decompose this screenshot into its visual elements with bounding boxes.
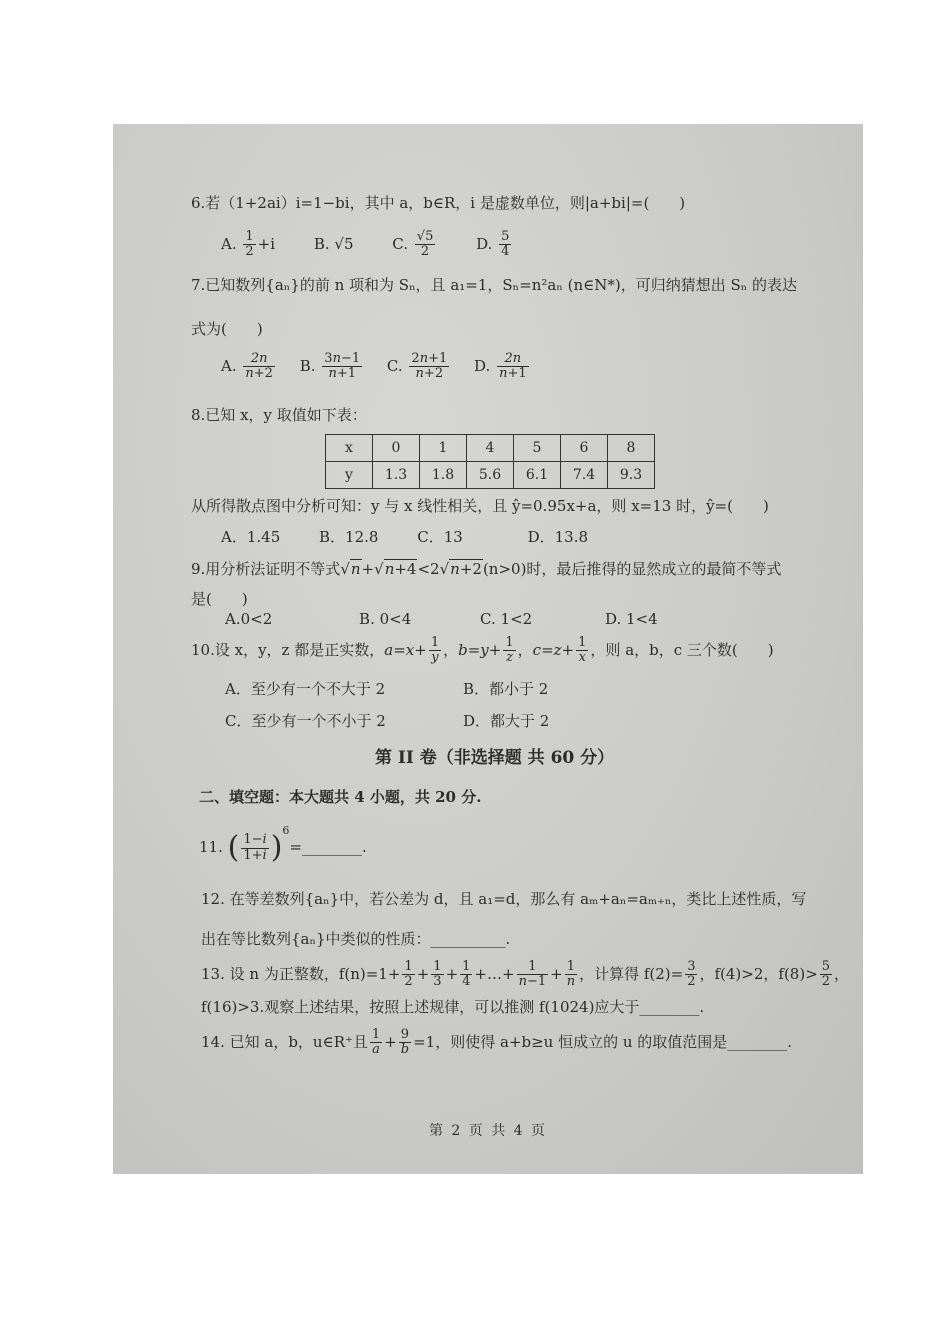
table-cell: 1.3 bbox=[373, 462, 420, 489]
q12-line-1: 12. 在等差数列{aₙ}中，若公差为 d，且 a₁=d，那么有 aₘ+aₙ=aₘ₊ₙ，类比上述性质，写 bbox=[201, 890, 807, 908]
table-cell: 1.8 bbox=[420, 462, 467, 489]
q6-option-a: A. $\frac{1}{2}$ +i bbox=[221, 229, 276, 260]
q11: 11. ( $\frac{1-i}{1+i}$ )$^6$=________. bbox=[199, 824, 367, 865]
table-cell: 9.3 bbox=[608, 462, 655, 489]
q6-option-d: D. $\frac{5}{4}$ bbox=[476, 229, 510, 260]
q6-options bbox=[221, 230, 547, 260]
q7-option-d: D. $\frac{2n}{n+1}$ bbox=[474, 351, 527, 382]
q6-stem: 6.若（1+2ai）i=1−bi，其中 a，b∈R，i 是虚数单位，则|a+bi|=( ) bbox=[191, 194, 686, 212]
q8-option-a: A．1.45 bbox=[221, 528, 281, 546]
exam-page bbox=[113, 124, 863, 1174]
q8-option-c: C．13 bbox=[417, 528, 463, 546]
q8-stem: 8.已知 x，y 取值如下表： bbox=[191, 406, 367, 424]
q10-option-b: B．都小于 2 bbox=[463, 680, 549, 698]
q8-option-d: D．13.8 bbox=[527, 528, 589, 546]
q6-option-c: C. $\frac{√5}{2}$ bbox=[392, 229, 434, 260]
q7-stem-2: 式为( ) bbox=[191, 320, 263, 338]
section-two-heading: 二、填空题：本大题共 4 小题，共 20 分. bbox=[199, 788, 482, 806]
q9-option-c: C. 1<2 bbox=[480, 610, 533, 628]
table-cell: 0 bbox=[373, 435, 420, 462]
table-row-y bbox=[326, 462, 655, 489]
table-header-x: x bbox=[326, 435, 373, 462]
q10-stem: 10.设 x，y，z 都是正实数，a=x+ $\frac{1}{y}$ ，b=y+ $\frac{1}{z}$ ，c=z+ $\frac{1}{x}$ ，则 a，b，c 三个数( ) bbox=[191, 635, 774, 666]
q9-option-d: D. 1<4 bbox=[604, 610, 658, 628]
q13-line-2: f(16)>3.观察上述结果，按照上述规律，可以推测 f(1024)应大于________. bbox=[201, 998, 705, 1016]
q9-option-a: A.0<2 bbox=[225, 610, 273, 628]
q14: 14. 已知 a，b，u∈R⁺且 $\frac{1}{a}$ + $\frac{9}{b}$ =1，则使得 a+b≥u 恒成立的 u 的取值范围是________. bbox=[201, 1027, 793, 1058]
q7-option-c: C. $\frac{2n+1}{n+2}$ bbox=[386, 351, 448, 382]
table-cell: 1 bbox=[420, 435, 467, 462]
table-cell: 6.1 bbox=[514, 462, 561, 489]
table-cell: 5.6 bbox=[467, 462, 514, 489]
table-cell: 7.4 bbox=[561, 462, 608, 489]
q7-option-a: A. $\frac{2n}{n+2}$ bbox=[221, 351, 273, 382]
q12-line-2: 出在等比数列{aₙ}中类似的性质：__________. bbox=[201, 930, 511, 948]
q6-option-b: B. √5 bbox=[313, 234, 354, 253]
page-footer: 第 2 页 共 4 页 bbox=[428, 1123, 548, 1139]
table-header-y: y bbox=[326, 462, 373, 489]
q9-stem-2: 是( ) bbox=[191, 590, 248, 608]
q9-options bbox=[225, 610, 692, 628]
q9-option-b: B. 0<4 bbox=[359, 610, 412, 628]
q13-line-1: 13. 设 n 为正整数，f(n)=1+ $\frac{1}{2}$ + $\frac{1}{3}$ + $\frac{1}{4}$ +…+ $\frac{1}{n-1}$ + $\frac{1}{n}$ ，计算得 f(2)= $\frac{3}{2}$ ，f(4)>2，f(8)> $\frac{5}{2}$ ， bbox=[201, 959, 850, 990]
q7-option-b: B. $\frac{3n-1}{n+1}$ bbox=[299, 351, 361, 382]
table-cell: 5 bbox=[514, 435, 561, 462]
q8-stem-2: 从所得散点图中分析可知：y 与 x 线性相关，且 ŷ=0.95x+a，则 x=13 时，ŷ=( ) bbox=[191, 497, 769, 515]
part-two-title: 第 II 卷（非选择题 共 60 分） bbox=[375, 748, 615, 768]
q7-options bbox=[221, 352, 565, 382]
q7-stem: 7.已知数列{aₙ}的前 n 项和为 Sₙ，且 a₁=1，Sₙ=n²aₙ (n∈N*)，可归纳猜想出 Sₙ 的表达 bbox=[191, 276, 798, 294]
table-cell: 4 bbox=[467, 435, 514, 462]
table-row-x bbox=[326, 435, 655, 462]
table-cell: 6 bbox=[561, 435, 608, 462]
q8-option-b: B．12.8 bbox=[319, 528, 379, 546]
q10-option-c: C．至少有一个不小于 2 bbox=[225, 712, 386, 730]
xy-value-table bbox=[325, 434, 655, 489]
q10-option-a: A．至少有一个不大于 2 bbox=[225, 680, 386, 698]
table-cell: 8 bbox=[608, 435, 655, 462]
q8-options bbox=[221, 528, 622, 546]
q10-option-d: D．都大于 2 bbox=[463, 712, 550, 730]
q9-stem: 9.用分析法证明不等式√n+√n+4<2√n+2(n>0)时，最后推得的显然成立的最简不等式 bbox=[191, 560, 782, 578]
